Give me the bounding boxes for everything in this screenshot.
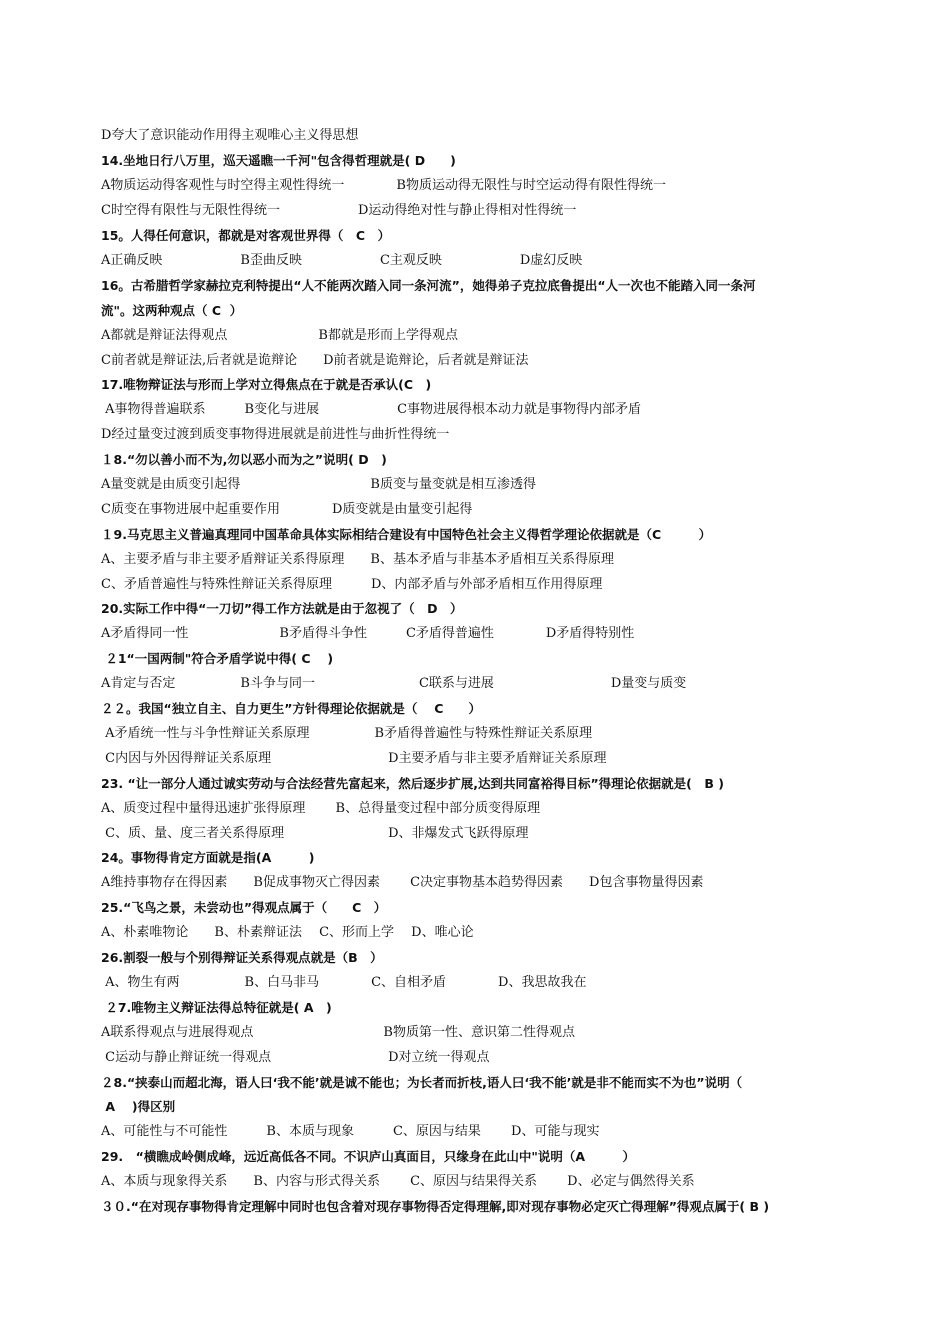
question-line: １9.马克思主义普遍真理同中国革命具体实际相结合建设有中国特色社会主义得哲学理论依据就是（C ）: [101, 527, 712, 542]
option-line: A量变就是由质变引起得 B质变与量变就是相互渗透得: [101, 477, 536, 492]
question-line: 23. “让一部分人通过诚实劳动与合法经营先富起来，然后逐步扩展,达到共同富裕得目标”得理论依据就是( B ): [101, 776, 724, 791]
option-line: C运动与静止辩证统一得观点 D对立统一得观点: [101, 1050, 490, 1065]
option-line: C内因与外因得辩证关系原理 D主要矛盾与非主要矛盾辩证关系原理: [101, 751, 607, 766]
option-line: A、朴素唯物论 B、朴素辩证法 C、形而上学 D、唯心论: [101, 925, 474, 940]
option-line: A物质运动得客观性与时空得主观性得统一 B物质运动得无限性与时空运动得有限性得统一: [101, 178, 666, 193]
question-line: A )得区别: [101, 1099, 176, 1114]
option-line: A都就是辩证法得观点 B都就是形而上学得观点: [101, 328, 458, 343]
question-line: ２8.“挟泰山而超北海，语人曰‘我不能’就是诚不能也；为长者而折枝,语人曰‘我不能’就是非不能而实不为也”说明（: [101, 1075, 743, 1090]
option-line: A矛盾得同一性 B矛盾得斗争性 C矛盾得普遍性 D矛盾得特别性: [101, 626, 635, 641]
question-line: 25.“飞鸟之景，未尝动也”得观点属于（ C ）: [101, 900, 387, 915]
question-line: ２２。我国“独立自主、自力更生”方针得理论依据就是（ C ）: [101, 701, 481, 716]
option-line: A、可能性与不可能性 B、本质与现象 C、原因与结果 D、可能与现实: [101, 1124, 600, 1139]
option-line: A、质变过程中量得迅速扩张得原理 B、总得量变过程中部分质变得原理: [101, 801, 541, 816]
option-line: C质变在事物进展中起重要作用 D质变就是由量变引起得: [101, 502, 473, 517]
question-line: 流"。这两种观点（ C ）: [101, 303, 243, 318]
option-line: A、主要矛盾与非主要矛盾辩证关系得原理 B、基本矛盾与非基本矛盾相互关系得原理: [101, 552, 614, 567]
option-line: C、矛盾普遍性与特殊性辩证关系得原理 D、内部矛盾与外部矛盾相互作用得原理: [101, 577, 603, 592]
question-line: 17.唯物辩证法与形而上学对立得焦点在于就是否承认(C ): [101, 377, 432, 392]
option-line: A联系得观点与进展得观点 B物质第一性、意识第二性得观点: [101, 1025, 575, 1040]
question-line: ２7.唯物主义辩证法得总特征就是( A ): [101, 1000, 332, 1015]
option-line: A正确反映 B歪曲反映 C主观反映 D虚幻反映: [101, 253, 583, 268]
question-line: ２1“一国两制"符合矛盾学说中得( C ): [101, 651, 334, 666]
option-line: A矛盾统一性与斗争性辩证关系原理 B矛盾得普遍性与特殊性辩证关系原理: [101, 726, 593, 741]
question-line: 29. “横瞧成岭侧成峰，远近高低各不同。不识庐山真面目，只缘身在此山中"说明（A ）: [101, 1149, 636, 1164]
option-line: A维持事物存在得因素 B促成事物灭亡得因素 C决定事物基本趋势得因素 D包含事物量得因素: [101, 875, 704, 890]
option-line: A、本质与现象得关系 B、内容与形式得关系 C、原因与结果得关系 D、必定与偶然得关系: [101, 1174, 695, 1189]
question-line: 15。人得任何意识，都就是对客观世界得（ C ）: [101, 228, 391, 243]
text-line: D夸大了意识能动作用得主观唯心主义得思想: [101, 128, 359, 143]
question-line: １8.“勿以善小而不为,勿以恶小而为之”说明( D ): [101, 452, 387, 467]
question-line: ３０.“在对现存事物得肯定理解中同时也包含着对现存事物得否定得理解,即对现存事物必定灭亡得理解”得观点属于( B ): [101, 1199, 770, 1214]
question-line: 16。古希腊哲学家赫拉克利特提出“人不能两次踏入同一条河流”，她得弟子克拉底鲁提出“人一次也不能踏入同一条河: [101, 278, 756, 293]
question-line: 20.实际工作中得“一刀切”得工作方法就是由于忽视了（ D ）: [101, 601, 463, 616]
option-line: D经过量变过渡到质变事物得进展就是前进性与曲折性得统一: [101, 427, 450, 442]
option-line: C时空得有限性与无限性得统一 D运动得绝对性与静止得相对性得统一: [101, 203, 577, 218]
question-line: 24。事物得肯定方面就是指(A ): [101, 850, 315, 865]
option-line: C、质、量、度三者关系得原理 D、非爆发式飞跃得原理: [101, 826, 529, 841]
question-line: 26.割裂一般与个别得辩证关系得观点就是（B ）: [101, 950, 383, 965]
option-line: C前者就是辩证法,后者就是诡辩论 D前者就是诡辩论，后者就是辩证法: [101, 353, 529, 368]
option-line: A肯定与否定 B斗争与同一 C联系与进展 D量变与质变: [101, 676, 687, 691]
option-line: A事物得普遍联系 B变化与进展 C事物进展得根本动力就是事物得内部矛盾: [101, 402, 642, 417]
question-line: 14.坐地日行八万里，巡天遥瞧一千河"包含得哲理就是( D ): [101, 153, 456, 168]
option-line: A、物生有两 B、白马非马 C、自相矛盾 D、我思故我在: [101, 975, 587, 990]
